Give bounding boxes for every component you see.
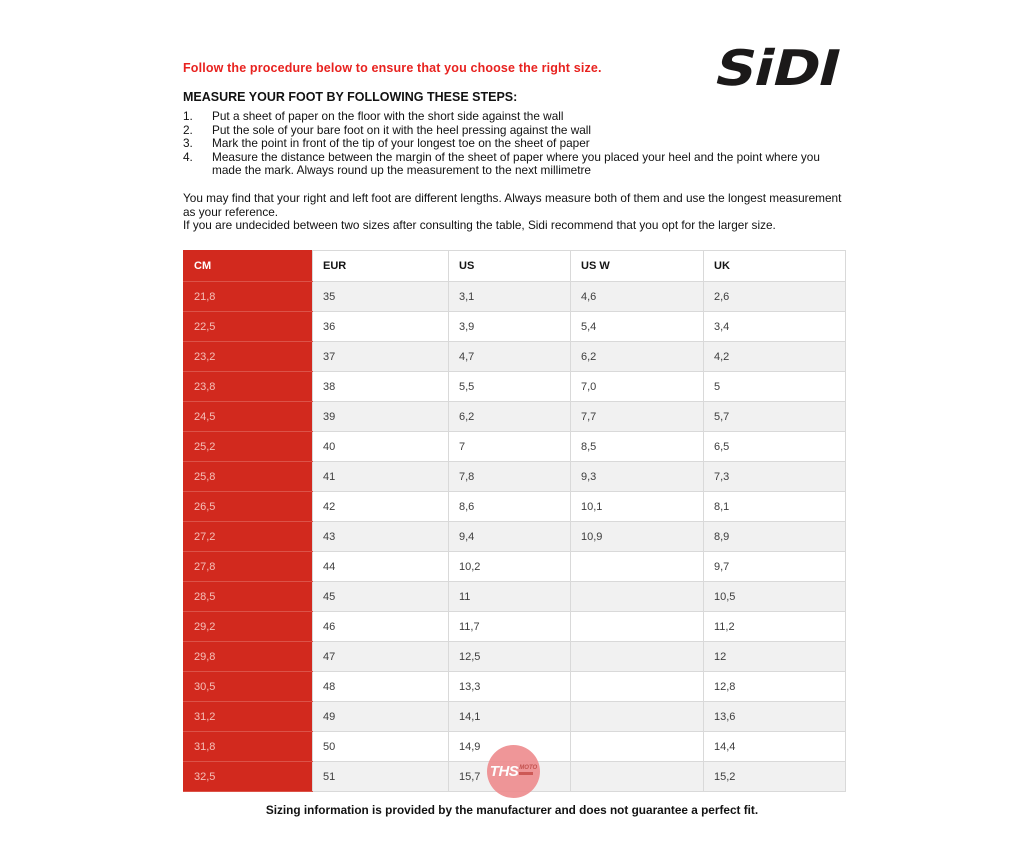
size-cell: 5 — [704, 372, 846, 402]
table-row — [184, 372, 846, 402]
size-cell: 50 — [313, 732, 449, 762]
step-number: 4. — [183, 149, 193, 164]
size-cell — [571, 612, 704, 642]
size-cell: 7,3 — [704, 462, 846, 492]
table-row — [184, 522, 846, 552]
size-cell: 11,2 — [704, 612, 846, 642]
watermark-inner — [490, 764, 537, 779]
size-cell — [571, 702, 704, 732]
size-cell: 47 — [313, 642, 449, 672]
notes — [183, 192, 847, 233]
step-number: 1. — [183, 109, 193, 123]
cm-cell: 29,2 — [184, 612, 313, 642]
cm-cell: 24,5 — [184, 402, 313, 432]
table-row — [184, 402, 846, 432]
size-cell: 15,2 — [704, 762, 846, 792]
column-header-cm: CM — [184, 251, 313, 282]
size-cell: 10,1 — [571, 492, 704, 522]
step-item — [183, 137, 835, 151]
size-cell: 12 — [704, 642, 846, 672]
cm-cell: 25,8 — [184, 462, 313, 492]
cm-cell: 28,5 — [184, 582, 313, 612]
size-cell: 7 — [449, 432, 571, 462]
cm-cell: 21,8 — [184, 282, 313, 312]
column-header-us: US — [449, 251, 571, 282]
table-row — [184, 612, 846, 642]
size-table — [183, 250, 846, 792]
size-cell: 6,2 — [449, 402, 571, 432]
table-row — [184, 552, 846, 582]
size-cell: 7,7 — [571, 402, 704, 432]
sidi-logo-text: SiDI — [708, 39, 847, 97]
size-cell: 10,9 — [571, 522, 704, 552]
size-cell: 35 — [313, 282, 449, 312]
ths-moto-watermark — [487, 745, 540, 798]
size-cell: 8,9 — [704, 522, 846, 552]
step-number: 3. — [183, 136, 193, 151]
cm-cell: 23,8 — [184, 372, 313, 402]
cm-cell: 32,5 — [184, 762, 313, 792]
step-item — [183, 151, 835, 178]
size-cell: 3,4 — [704, 312, 846, 342]
headline: Follow the procedure below to ensure that you choose the right size. — [183, 61, 602, 75]
column-header-us-w: US W — [571, 251, 704, 282]
cm-cell: 31,8 — [184, 732, 313, 762]
table-row — [184, 432, 846, 462]
table-row — [184, 312, 846, 342]
table-row — [184, 642, 846, 672]
size-cell: 14,9 — [449, 732, 571, 762]
size-cell: 11,7 — [449, 612, 571, 642]
cm-cell: 29,8 — [184, 642, 313, 672]
size-cell: 46 — [313, 612, 449, 642]
size-cell: 14,1 — [449, 702, 571, 732]
size-cell: 9,7 — [704, 552, 846, 582]
size-cell: 40 — [313, 432, 449, 462]
watermark-bar — [519, 772, 533, 775]
step-number: 2. — [183, 122, 193, 137]
size-cell: 5,5 — [449, 372, 571, 402]
size-cell — [571, 582, 704, 612]
size-cell: 38 — [313, 372, 449, 402]
size-cell: 4,7 — [449, 342, 571, 372]
size-cell: 4,6 — [571, 282, 704, 312]
size-cell: 36 — [313, 312, 449, 342]
size-cell: 9,3 — [571, 462, 704, 492]
cm-cell: 27,2 — [184, 522, 313, 552]
table-body — [184, 282, 846, 792]
size-cell — [571, 732, 704, 762]
size-cell: 4,2 — [704, 342, 846, 372]
footer-disclaimer: Sizing information is provided by the manufacturer and does not guarantee a perfect fit. — [265, 803, 759, 817]
size-cell: 6,5 — [704, 432, 846, 462]
size-cell: 12,8 — [704, 672, 846, 702]
size-cell: 5,7 — [704, 402, 846, 432]
sidi-logo — [708, 39, 847, 97]
cm-cell: 25,2 — [184, 432, 313, 462]
size-cell: 44 — [313, 552, 449, 582]
size-cell: 7,8 — [449, 462, 571, 492]
size-cell: 11 — [449, 582, 571, 612]
step-text: Mark the point in front of the tip of your longest toe on the sheet of paper — [212, 136, 590, 151]
size-cell: 41 — [313, 462, 449, 492]
size-cell: 10,5 — [704, 582, 846, 612]
size-cell — [571, 762, 704, 792]
size-cell: 43 — [313, 522, 449, 552]
size-cell: 7,0 — [571, 372, 704, 402]
step-text: Measure the distance between the margin of the sheet of paper where you placed your heel and the point where you made the mark. Always round up the measurement to the next millimetre — [212, 149, 820, 178]
section-title: MEASURE YOUR FOOT BY FOLLOWING THESE STEPS: — [183, 90, 518, 104]
size-cell: 15,7 — [449, 762, 571, 792]
steps-list — [183, 110, 835, 178]
size-cell — [571, 552, 704, 582]
step-text: Put the sole of your bare foot on it with the heel pressing against the wall — [212, 122, 592, 137]
size-cell: 45 — [313, 582, 449, 612]
size-cell: 12,5 — [449, 642, 571, 672]
size-cell: 3,1 — [449, 282, 571, 312]
cm-cell: 27,8 — [184, 552, 313, 582]
size-cell: 39 — [313, 402, 449, 432]
size-cell: 8,5 — [571, 432, 704, 462]
column-header-eur: EUR — [313, 251, 449, 282]
size-cell: 3,9 — [449, 312, 571, 342]
column-header-uk: UK — [704, 251, 846, 282]
size-cell: 10,2 — [449, 552, 571, 582]
size-cell: 49 — [313, 702, 449, 732]
size-cell: 14,4 — [704, 732, 846, 762]
size-cell: 51 — [313, 762, 449, 792]
size-cell: 5,4 — [571, 312, 704, 342]
cm-cell: 26,5 — [184, 492, 313, 522]
size-cell: 6,2 — [571, 342, 704, 372]
size-cell: 13,6 — [704, 702, 846, 732]
size-cell — [571, 642, 704, 672]
size-cell: 2,6 — [704, 282, 846, 312]
table-row — [184, 282, 846, 312]
note-paragraph: If you are undecided between two sizes after consulting the table, Sidi recommend that you opt for the larger size. — [183, 218, 776, 233]
size-cell — [571, 672, 704, 702]
table-row — [184, 342, 846, 372]
note-paragraph: You may find that your right and left foot are different lengths. Always measure both of them and use the longest measurement as your reference. — [183, 191, 842, 219]
size-cell: 42 — [313, 492, 449, 522]
size-cell: 13,3 — [449, 672, 571, 702]
cm-cell: 31,2 — [184, 702, 313, 732]
table-header-row — [184, 251, 846, 282]
step-text: Put a sheet of paper on the floor with the short side against the wall — [212, 109, 564, 123]
watermark-side — [519, 765, 537, 775]
step-item — [183, 110, 835, 124]
size-cell: 9,4 — [449, 522, 571, 552]
table-row — [184, 492, 846, 522]
cm-cell: 23,2 — [184, 342, 313, 372]
size-cell: 48 — [313, 672, 449, 702]
watermark-sub-text: MOTO — [519, 765, 538, 771]
step-item — [183, 124, 835, 138]
watermark-main-text: THS — [489, 763, 519, 780]
size-cell: 37 — [313, 342, 449, 372]
size-cell: 8,6 — [449, 492, 571, 522]
size-cell: 8,1 — [704, 492, 846, 522]
table-row — [184, 672, 846, 702]
table-row — [184, 702, 846, 732]
cm-cell: 30,5 — [184, 672, 313, 702]
table-row — [184, 582, 846, 612]
cm-cell: 22,5 — [184, 312, 313, 342]
table-row — [184, 462, 846, 492]
